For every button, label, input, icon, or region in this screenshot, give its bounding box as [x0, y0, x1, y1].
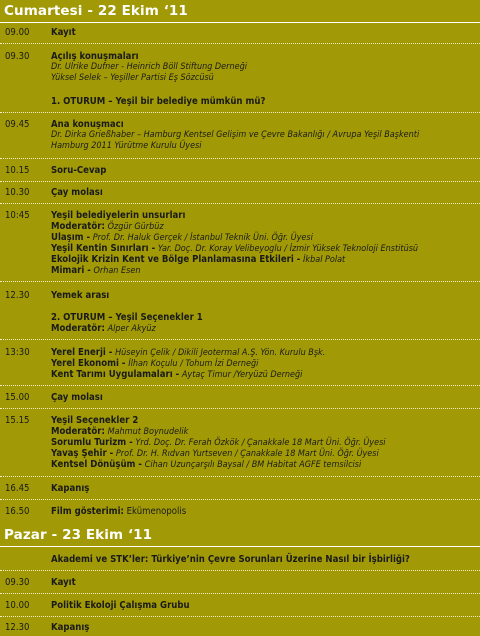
talk-label: Ulaşım - — [51, 232, 91, 243]
day1-divider — [0, 22, 480, 23]
session-title: Soru-Cevap — [51, 165, 107, 176]
session-time: 10.30 — [5, 187, 30, 198]
session-time: 09.45 — [5, 119, 30, 130]
talk-detail: Aytaç Timur /Yeryüzü Derneği — [181, 370, 303, 380]
talk-label: Moderatör: — [51, 323, 105, 334]
talk-label: Yerel Ekonomi - — [51, 358, 126, 369]
session-time: 10.15 — [5, 165, 30, 176]
session-time: 16.45 — [5, 483, 30, 494]
talk-label: Sorumlu Turizm - — [51, 437, 133, 448]
session-title: Çay molası — [51, 187, 103, 198]
session-title: Yemek arası — [51, 290, 110, 301]
talk-detail: Mahmut Boynudelik — [107, 427, 189, 437]
row-separator — [0, 112, 480, 113]
session-time: 15.15 — [5, 415, 30, 426]
row-separator — [0, 476, 480, 477]
row-separator — [0, 158, 480, 159]
talk-detail: Yar. Doç. Dr. Koray Velibeyoglu / İzmir Yüksek Teknoloji Enstitüsü — [157, 244, 419, 254]
session-time: 13:30 — [5, 347, 30, 358]
session-title: Film gösterimi: — [51, 506, 124, 517]
row-separator — [0, 385, 480, 386]
talk-detail: İkbal Polat — [303, 255, 346, 265]
row-separator — [0, 499, 480, 500]
session-title: Kayıt — [51, 577, 76, 588]
speaker-line: Yüksel Selek – Yeşiller Partisi Eş Sözcüsü — [51, 73, 214, 83]
row-separator — [0, 281, 480, 282]
talk-detail: Alper Akyüz — [107, 324, 156, 334]
row-separator — [0, 181, 480, 182]
day2-divider — [0, 546, 480, 547]
day2-title: Pazar - 23 Ekim ‘11 — [4, 527, 153, 543]
session-time: 12.30 — [5, 622, 30, 633]
speaker-line: Hamburg 2011 Yürütme Kurulu Üyesi — [51, 141, 202, 151]
row-separator — [0, 593, 480, 594]
talk-label: Yavaş Şehir - — [51, 448, 114, 459]
talk-detail: Cihan Uzunçarşılı Baysal / BM Habitat AGFE temsilcisi — [144, 460, 362, 470]
session-time: 10:45 — [5, 210, 30, 221]
speaker-line: Dr. Ulrike Dufner - Heinrich Böll Stiftung Derneği — [51, 62, 247, 72]
talk-label: Kentsel Dönüşüm - — [51, 459, 142, 470]
session-time: 16.50 — [5, 506, 30, 517]
session-time: 10.00 — [5, 600, 30, 611]
session-time: 09.30 — [5, 577, 30, 588]
talk-label: Moderatör: — [51, 426, 105, 437]
session-time: 12.30 — [5, 290, 30, 301]
session-title: Yeşil Seçenekler 2 — [51, 415, 139, 426]
row-separator — [0, 339, 480, 340]
session-time: 15.00 — [5, 392, 30, 403]
session-title: Çay molası — [51, 392, 103, 403]
talk-detail: İlhan Koçulu / Tohum İzi Derneği — [128, 359, 259, 369]
talk-detail: Prof. Dr. H. Rıdvan Yurtseven / Çanakkale 18 Mart Üni. Öğr. Üyesi — [115, 449, 379, 459]
row-separator — [0, 616, 480, 617]
talk-detail: Orhan Esen — [93, 266, 141, 276]
session-title: Açılış konuşmaları — [51, 51, 139, 62]
talk-label: Yeşil Kentin Sınırları - — [51, 243, 156, 254]
session-heading: 1. OTURUM – Yeşil bir belediye mümkün mü? — [51, 96, 266, 107]
talk-label: Kent Tarımı Uygulamaları - — [51, 369, 180, 380]
session-time: 09.00 — [5, 27, 30, 38]
talk-detail: Yrd. Doç. Dr. Ferah Özkök / Çanakkale 18 Mart Üni. Öğr. Üyesi — [135, 438, 386, 448]
speaker-line: Dr. Dirka Grießhaber – Hamburg Kentsel Gelişim ve Çevre Bakanlığı / Avrupa Yeşil Başkenti — [51, 130, 420, 140]
row-separator — [0, 203, 480, 204]
talk-row — [51, 369, 302, 381]
talk-label: Yerel Enerji - — [51, 347, 113, 358]
session-title: Kapanış — [51, 483, 90, 494]
talk-row — [51, 459, 361, 471]
talk-label: Ekolojik Krizin Kent ve Bölge Planlamasına Etkileri - — [51, 254, 301, 265]
row-separator — [0, 43, 480, 44]
talk-detail: Hüseyin Çelik / Dikili Jeotermal A.Ş. Yön. Kurulu Bşk. — [115, 348, 326, 358]
talk-row — [51, 265, 140, 277]
session-time: 09.30 — [5, 51, 30, 62]
session-title: Kayıt — [51, 27, 76, 38]
session-title: Kapanış — [51, 622, 90, 633]
row-separator — [0, 408, 480, 409]
talk-label: Moderatör: — [51, 221, 105, 232]
talk-detail: Prof. Dr. Haluk Gerçek / İstanbul Teknik Üni. Öğr. Üyesi — [92, 233, 313, 243]
talk-label: Mimari - — [51, 265, 91, 276]
session-title: Politik Ekoloji Çalışma Grubu — [51, 600, 190, 611]
talk-row — [51, 323, 156, 335]
session-heading: Akademi ve STK’ler: Türkiye’nin Çevre Sorunları Üzerine Nasıl bir İşbirliği? — [51, 554, 410, 565]
film-name: Ekümenopolis — [126, 506, 187, 517]
talk-detail: Özgür Gürbüz — [107, 222, 164, 232]
session-heading: 2. OTURUM – Yeşil Seçenekler 1 — [51, 312, 203, 323]
session-title: Yeşil belediyelerin unsurları — [51, 210, 186, 221]
day1-title: Cumartesi - 22 Ekim ‘11 — [4, 3, 188, 19]
row-separator — [0, 570, 480, 571]
session-title-row — [51, 506, 186, 517]
session-title: Ana konuşmacı — [51, 119, 124, 130]
